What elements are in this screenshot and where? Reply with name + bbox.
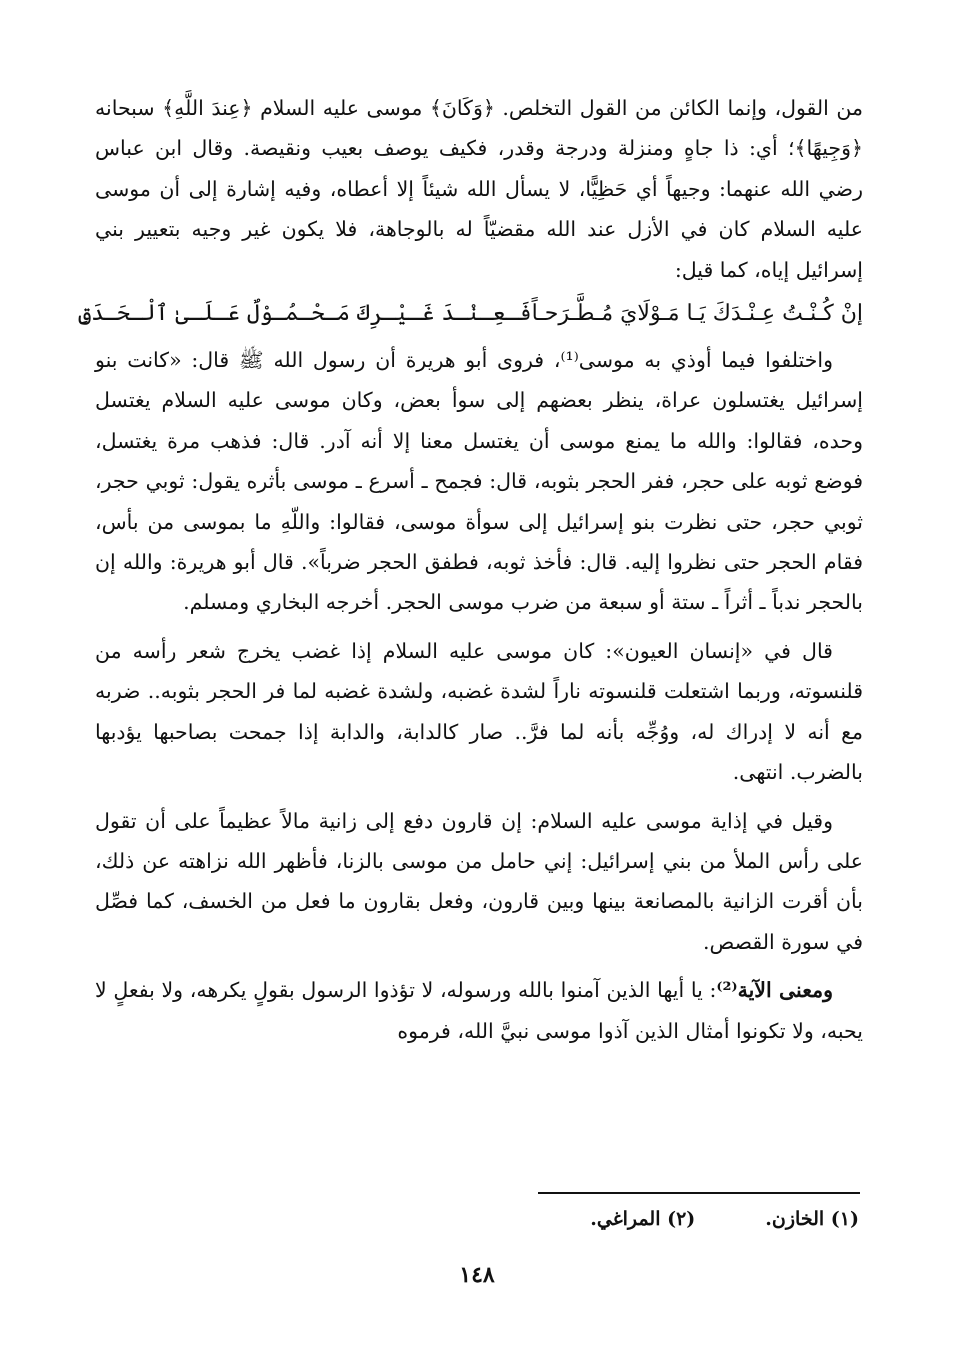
paragraph-2: واختلفوا فيما أوذي به موسى⁽¹⁾، فروى أبو هريرة أن رسول الله ﷺ قال: «كانت بنو إسرائيل يغتسلون عراة، ينظر بعضهم إلى سوأ بعض، وكان موسى عليه السلام يغتسل وحده، فقالوا: والله ما يمنع موسى أن يغتسل معنا إلا أنه آدر. قال: فذهب مرة يغتسل، فوضع ثوبه على حجر، ففر الحجر بثوبه، قال: فجمح ـ أسرع ـ موسى بأثره يقول: ثوبي حجر، ثوبي حجر، حتى نظرت بنو إسرائيل إلى سوأة موسى، فقالوا: واللّهِ ما بموسى من بأس، فقام الحجر حتى نظروا إليه. قال: فأخذ ثوبه، فطفق الحجر ضرباً». قال أبو هريرة: والله إن بالحجر ندباً ـ أثراً ـ ستة أو سبعة من ضرب موسى الحجر. أخرجه البخاري ومسلم. [95,348,863,615]
footnote-2: (٢) المراغي. [590,1208,696,1230]
footnotes [339,1208,859,1230]
paragraph-5-heading: ومعنى الآية⁽²⁾ [716,978,833,1003]
paragraph-3: قال في «إنسان العيون»: كان موسى عليه السلام إذا غضب يخرج شعر رأسه من قلنسوته، وربما اشتعلت قلنسوته ناراً لشدة غضبه، ولشدة غضبه لما فر الحجر بثوبه.. ضربه مع أنه لا إدراك له، ووُجِّه بأنه لما فرَّ.. صار كالدابة، والدابة إذا جمحت بصاحبها يؤدبها بالضرب. انتهى. [95,638,863,785]
poetry-verse [78,292,863,336]
paragraph-5-text: : يا أيها الذين آمنوا بالله ورسوله، لا تؤذوا الرسول بقولٍ يكرهه، ولا بفعلٍ لا يحبه، ولا تكونوا أمثال الذين آذوا موسى نبيَّ الله، فرموه [95,978,863,1043]
paragraph-4: وقيل في إذاية موسى عليه السلام: إن قارون دفع إلى زانية مالاً عظيماً على أن تقول على رأس الملأ من بني إسرائيل: إني حامل من موسى بالزنا، فأظهر الله نزاهته عن ذلك، بأن أقرت الزانية بالمصانعة بينها وبين قارون، وفعل بقارون ما فعل من الخسف، كما فصِّل في سورة القصص. [95,808,863,954]
paragraph-5 [95,970,863,1051]
paragraph-1: من القول، وإنما الكائن من القول التخلص. ﴿وَكَانَ﴾ موسى عليه السلام ﴿عِندَ اللَّهِ﴾ سبحانه ﴿وَجِيهًا﴾؛ أي: ذا جاهٍ ومنزلة ودرجة وقدر، فكيف يوصف بعيب ونقيصة. وقال ابن عباس رضي الله عنهما: وجيهاً أي حَظِيًّا، لا يسأل الله شيئاً إلا أعطاه، وفيه إشارة إلى أن موسى عليه السلام كان في الأزل عند الله مقضيّاً له بالوجاهة، فلا يكون غير وجيه بتعيير بني إسرائيل إياه، كما قيل: [95,96,863,282]
footnote-1: (١) الخازن. [765,1208,859,1230]
verse-first-hemistich: إنْ كُـنْـتُ عِـنْـدَكَ يَـا مَـوْلَايَ مُـطَّـرَحـاً [531,301,863,327]
footnote-divider [538,1192,860,1194]
page-body [78,88,863,1051]
verse-second-hemistich: فَـعِـنْـدَ غَـيْـرِكَ مَـحْـمُـوْلٌ عَـلَـىٰ ٱلْـحَـدَقِ [78,301,532,327]
page-number: ١٤٨ [459,1262,495,1288]
